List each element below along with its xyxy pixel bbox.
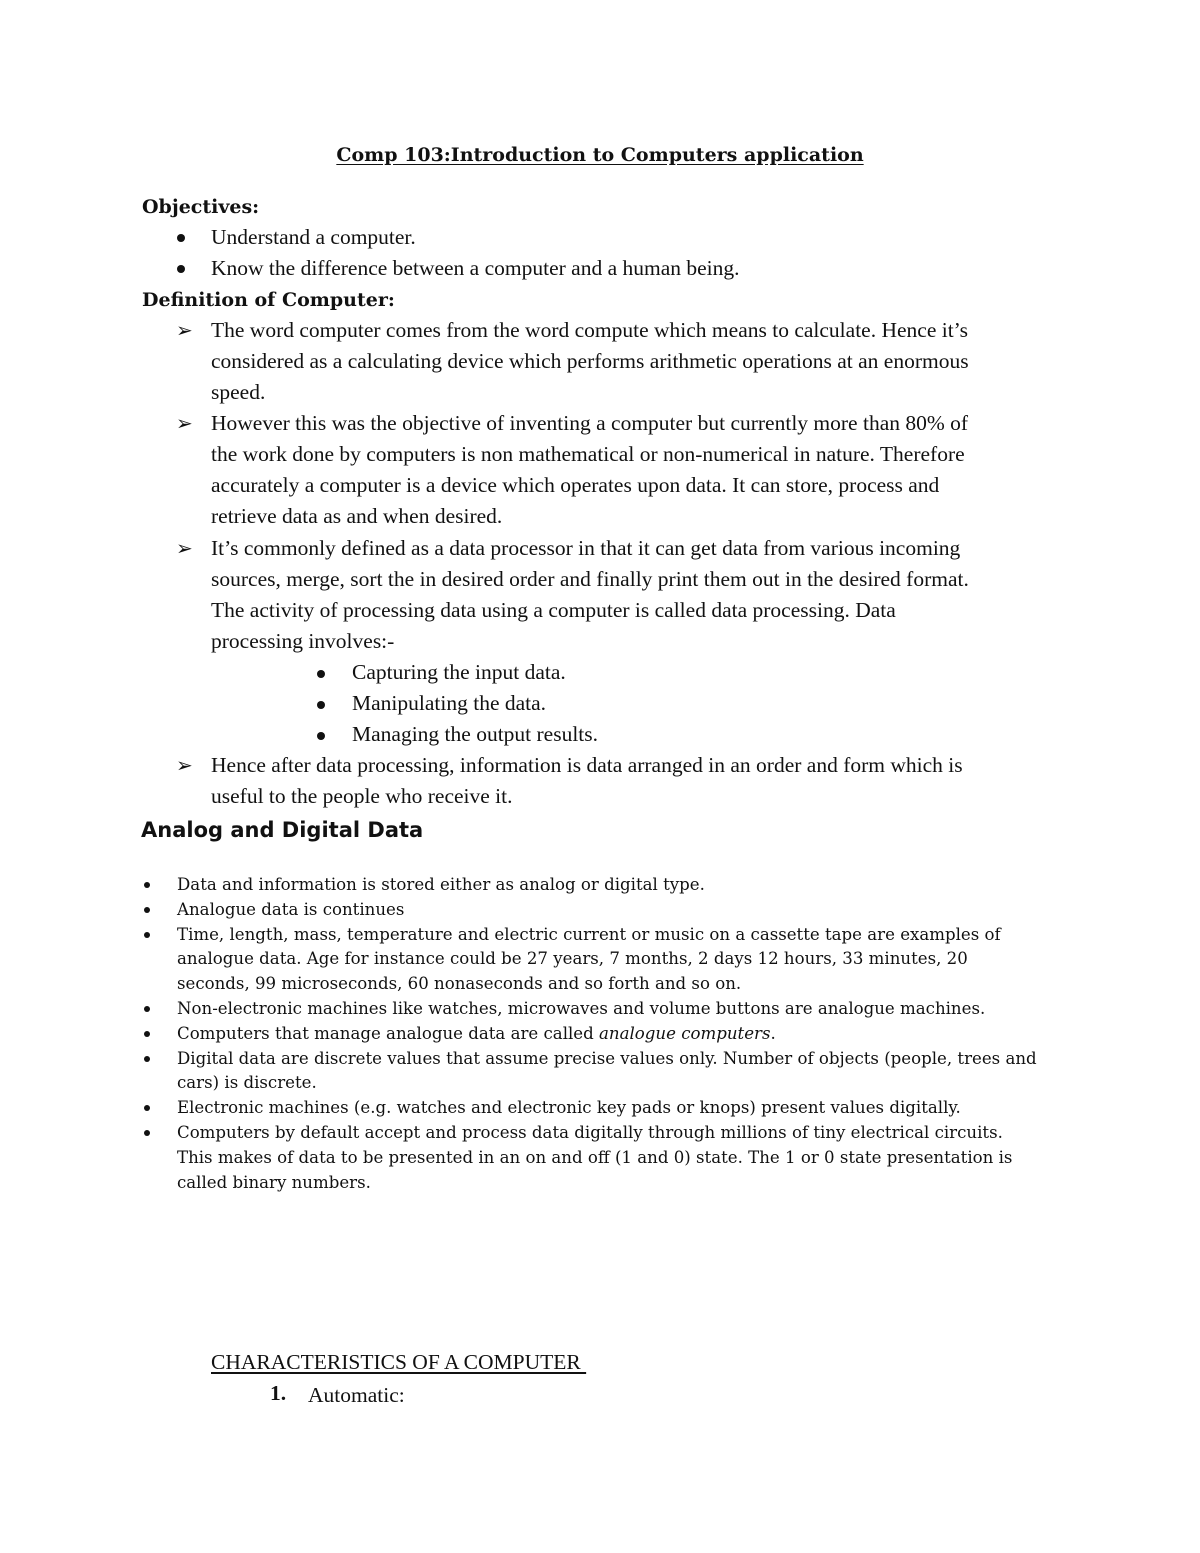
definition-heading: Definition of Computer: bbox=[142, 289, 395, 311]
objective-item: Know the difference between a computer and a human being. bbox=[211, 256, 740, 280]
bullet-icon bbox=[177, 234, 185, 242]
analog-bullet-line bbox=[177, 1022, 776, 1047]
analog-bullet-line: cars) is discrete. bbox=[177, 1073, 317, 1092]
analog-bullet-line: This makes of data to be presented in an on and off (1 and 0) state. The 1 or 0 state presentation is bbox=[177, 1148, 1013, 1167]
bullet-icon bbox=[144, 1130, 150, 1136]
bullet-icon bbox=[144, 882, 150, 888]
bullet-icon bbox=[317, 701, 325, 709]
analog-bullet-line: Data and information is stored either as analog or digital type. bbox=[177, 875, 705, 894]
list-number: 1. bbox=[270, 1381, 287, 1405]
paragraph-line: considered as a calculating device which performs arithmetic operations at an enormous bbox=[211, 349, 969, 373]
analog-bullet-line: Digital data are discrete values that assume precise values only. Number of objects (people, trees and bbox=[177, 1049, 1037, 1068]
characteristic-item: Automatic: bbox=[308, 1383, 405, 1407]
bullet-icon bbox=[317, 732, 325, 740]
bullet-icon bbox=[177, 265, 185, 273]
arrow-bullet-icon: ➢ bbox=[176, 318, 193, 342]
bullet-icon bbox=[144, 1006, 150, 1012]
paragraph-line: processing involves:- bbox=[211, 629, 395, 653]
analog-line-suffix: . bbox=[770, 1024, 776, 1043]
objectives-heading: Objectives: bbox=[142, 196, 260, 218]
analog-digital-heading: Analog and Digital Data bbox=[141, 818, 424, 842]
analog-bullet-line: analogue data. Age for instance could be 27 years, 7 months, 2 days 12 hours, 33 minutes, 20 bbox=[177, 949, 968, 968]
paragraph-line: The word computer comes from the word compute which means to calculate. Hence it’s bbox=[211, 318, 969, 342]
bullet-icon bbox=[144, 1105, 150, 1111]
sub-list-item: Manipulating the data. bbox=[352, 691, 547, 715]
bullet-icon bbox=[144, 1031, 150, 1037]
arrow-bullet-icon: ➢ bbox=[176, 753, 193, 777]
sub-list-item: Capturing the input data. bbox=[352, 660, 566, 684]
analog-bullet-line: seconds, 99 microseconds, 60 nonaseconds and so forth and so on. bbox=[177, 974, 742, 993]
paragraph-line: the work done by computers is non mathematical or non-numerical in nature. Therefore bbox=[211, 442, 965, 466]
arrow-bullet-icon: ➢ bbox=[176, 411, 193, 435]
paragraph-line: useful to the people who receive it. bbox=[211, 784, 513, 808]
paragraph-line: Hence after data processing, information is data arranged in an order and form which is bbox=[211, 753, 963, 777]
analog-bullet-line: Computers by default accept and process data digitally through millions of tiny electrical circuits. bbox=[177, 1123, 1003, 1142]
analog-bullet-line: Time, length, mass, temperature and electric current or music on a cassette tape are examples of bbox=[177, 925, 1001, 944]
analog-bullet-line: Analogue data is continues bbox=[177, 900, 405, 919]
analog-bullet-line: called binary numbers. bbox=[177, 1173, 371, 1192]
bullet-icon bbox=[144, 932, 150, 938]
paragraph-line: The activity of processing data using a computer is called data processing. Data bbox=[211, 598, 896, 622]
paragraph-line: retrieve data as and when desired. bbox=[211, 504, 503, 528]
paragraph-line: It’s commonly defined as a data processor in that it can get data from various incoming bbox=[211, 536, 961, 560]
bullet-icon bbox=[144, 907, 150, 913]
bullet-icon bbox=[144, 1056, 150, 1062]
objective-item: Understand a computer. bbox=[211, 225, 416, 249]
sub-list-item: Managing the output results. bbox=[352, 722, 599, 746]
bullet-icon bbox=[317, 670, 325, 678]
analog-bullet-line: Non-electronic machines like watches, microwaves and volume buttons are analogue machines. bbox=[177, 999, 986, 1018]
paragraph-line: accurately a computer is a device which operates upon data. It can store, process and bbox=[211, 473, 940, 497]
document-title: Comp 103:Introduction to Computers application bbox=[336, 144, 864, 166]
analogue-computers-term: analogue computers bbox=[599, 1024, 771, 1043]
paragraph-line: However this was the objective of inventing a computer but currently more than 80% of bbox=[211, 411, 969, 435]
arrow-bullet-icon: ➢ bbox=[176, 536, 193, 560]
paragraph-line: speed. bbox=[211, 380, 266, 404]
analog-bullet-line: Electronic machines (e.g. watches and electronic key pads or knops) present values digitally. bbox=[177, 1098, 961, 1117]
paragraph-line: sources, merge, sort the in desired order and finally print them out in the desired format. bbox=[211, 567, 969, 591]
analog-line-text: Computers that manage analogue data are called bbox=[177, 1024, 600, 1043]
characteristics-heading: CHARACTERISTICS OF A COMPUTER bbox=[211, 1350, 587, 1374]
